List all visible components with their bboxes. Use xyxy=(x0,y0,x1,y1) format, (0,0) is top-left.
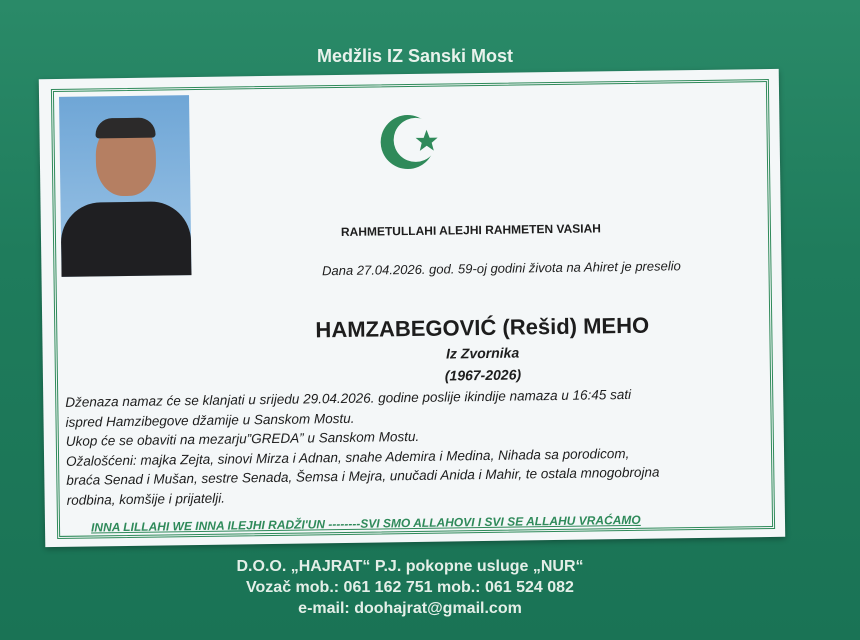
lifespan: (1967-2026) xyxy=(444,366,522,384)
deceased-photo xyxy=(59,95,192,277)
header-title: Medžlis IZ Sanski Most xyxy=(316,46,514,66)
deceased-name: HAMZABEGOVIĆ (Rešid) MEHO xyxy=(315,312,650,343)
detail-line: Ukop će se obaviti na mezarju”GREDA” u Sanskom Mostu. xyxy=(65,428,420,449)
company-info xyxy=(200,556,620,619)
detail-line: rodbina, komšije i prijatelji. xyxy=(66,490,226,508)
detail-line: ispred Hamzibegove džamije u Sanskom Mostu. xyxy=(65,410,355,430)
detail-line: Ožalošćeni: majka Zejta, sinovi Mirza i Adnan, snahe Ademira i Medina, Nihada sa porodicom, xyxy=(65,445,630,469)
company-email: e-mail: doohajrat@gmail.com xyxy=(298,600,522,617)
closing-prayer: INNA LILLAHI WE INNA ILEJHI RADŽI'UN --------SVI SMO ALLAHOVI I SVI SE ALLAHU VRAĆAMO xyxy=(90,512,641,535)
company-phones: Vozač mob.: 061 162 751 mob.: 061 524 082 xyxy=(246,579,574,596)
crescent-star-icon xyxy=(379,112,440,173)
funeral-details xyxy=(65,383,767,510)
detail-line: braća Senad i Mušan, sestre Senada, Šemsa i Mejra, unučadi Anida i Mahir, te ostala mnogobrojna xyxy=(66,464,660,488)
origin: Iz Zvornika xyxy=(445,344,520,362)
greeting: RAHMETULLAHI ALEJHI RAHMETEN VASIAH xyxy=(340,221,602,239)
company-name: D.O.O. „HAJRAT“ P.J. pokopne usluge „NUR“ xyxy=(236,558,584,575)
detail-line: Dženaza namaz će se klanjati u srijedu 29.04.2026. godine poslije ikindije namaza u 16:45 sati xyxy=(65,386,632,410)
obituary-notice xyxy=(39,69,785,547)
announcement: Dana 27.04.2026. god. 59-oj godini života na Ahiret je preselio xyxy=(322,258,681,279)
